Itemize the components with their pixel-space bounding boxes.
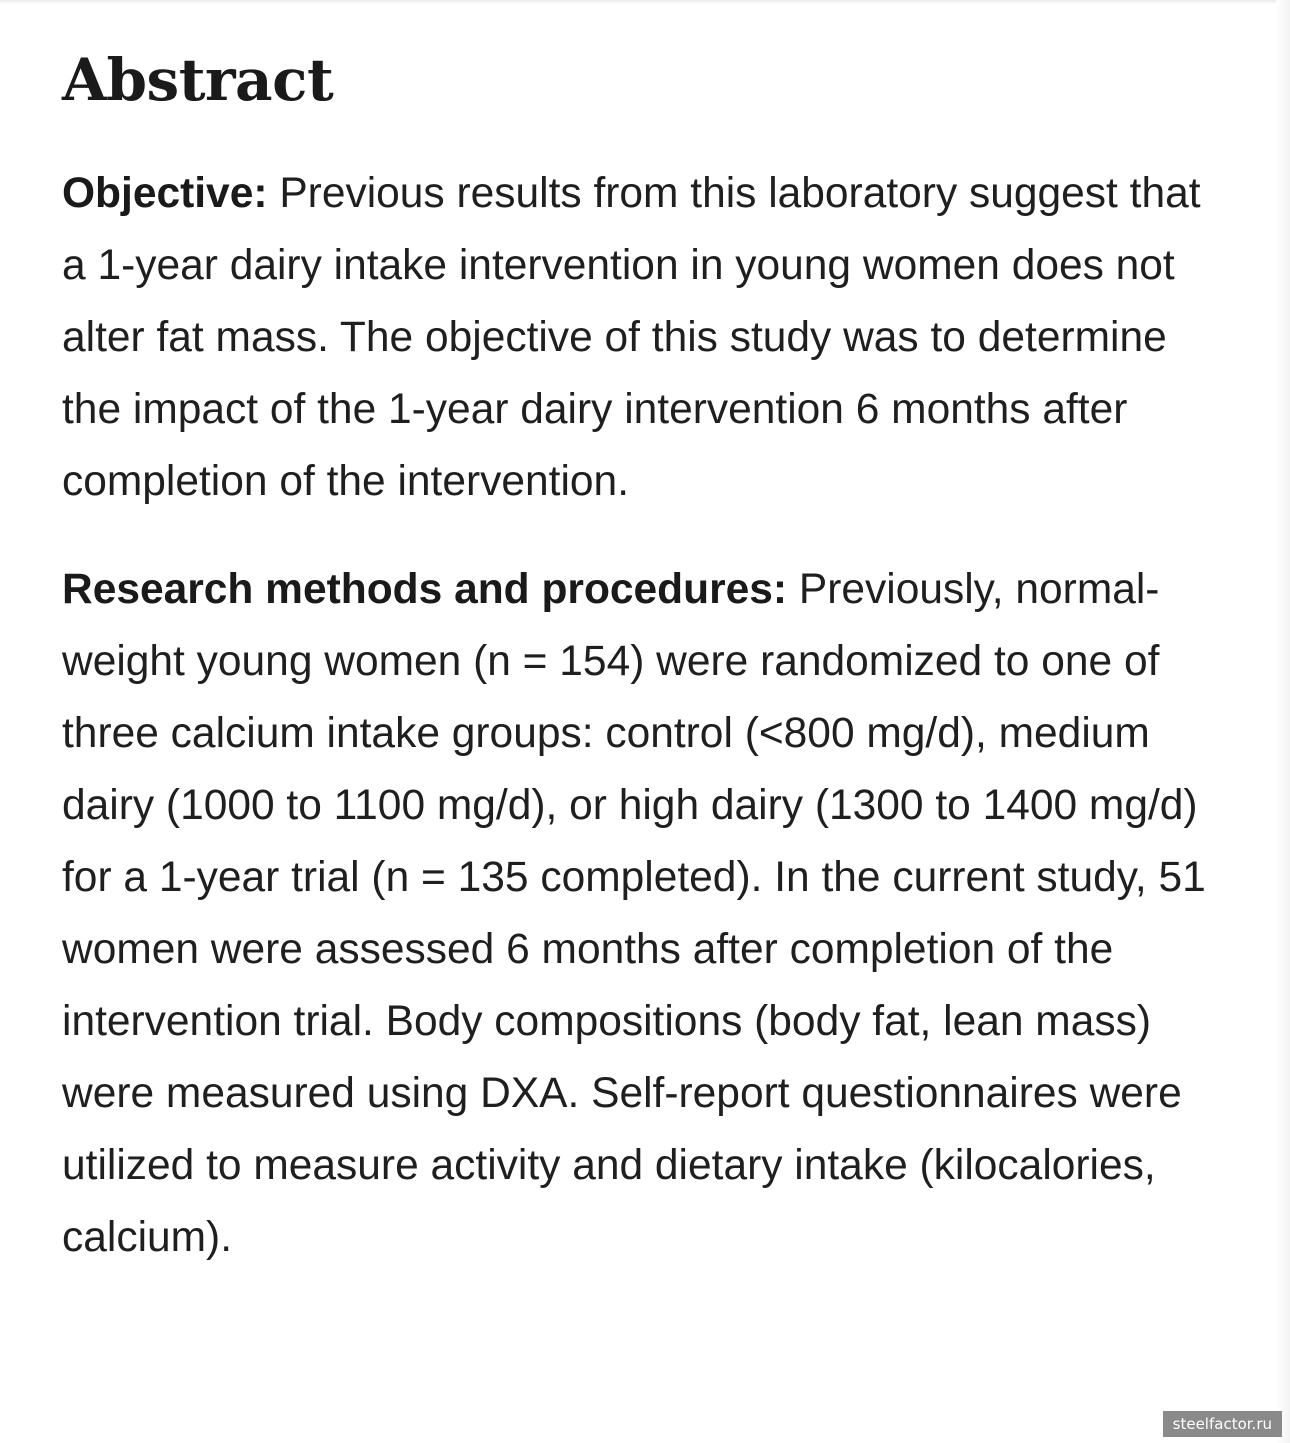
top-divider xyxy=(0,0,1290,4)
page-edge-shadow xyxy=(1276,0,1290,1443)
methods-text: Previously, normal-weight young women (n = 154) were randomized to one of three calcium intake groups: control (<800 mg/d), medium dairy (1000 to 1100 mg/d), or high dairy (1300 to 1400 mg/d) for a 1-year trial (n = 135 completed). In the current study, 51 women were assessed 6 months after completion of the intervention trial. Body compositions (body fat, lean mass) were measured using DXA. Self-report questionnaires were utilized to measure activity and dietary intake (kilocalories, calcium). xyxy=(62,566,1206,1261)
methods-paragraph xyxy=(62,554,1222,1274)
abstract-heading: Abstract xyxy=(62,46,334,114)
objective-label: Objective: xyxy=(62,170,268,217)
objective-text: Previous results from this laboratory suggest that a 1-year dairy intake intervention in young women does not alter fat mass. The objective of this study was to determine the impact of the 1-year dairy intervention 6 months after completion of the intervention. xyxy=(62,170,1201,505)
objective-paragraph xyxy=(62,158,1222,518)
site-watermark: steelfactor.ru xyxy=(1163,1411,1282,1437)
abstract-section xyxy=(62,38,1222,1274)
methods-label: Research methods and procedures: xyxy=(62,566,788,613)
